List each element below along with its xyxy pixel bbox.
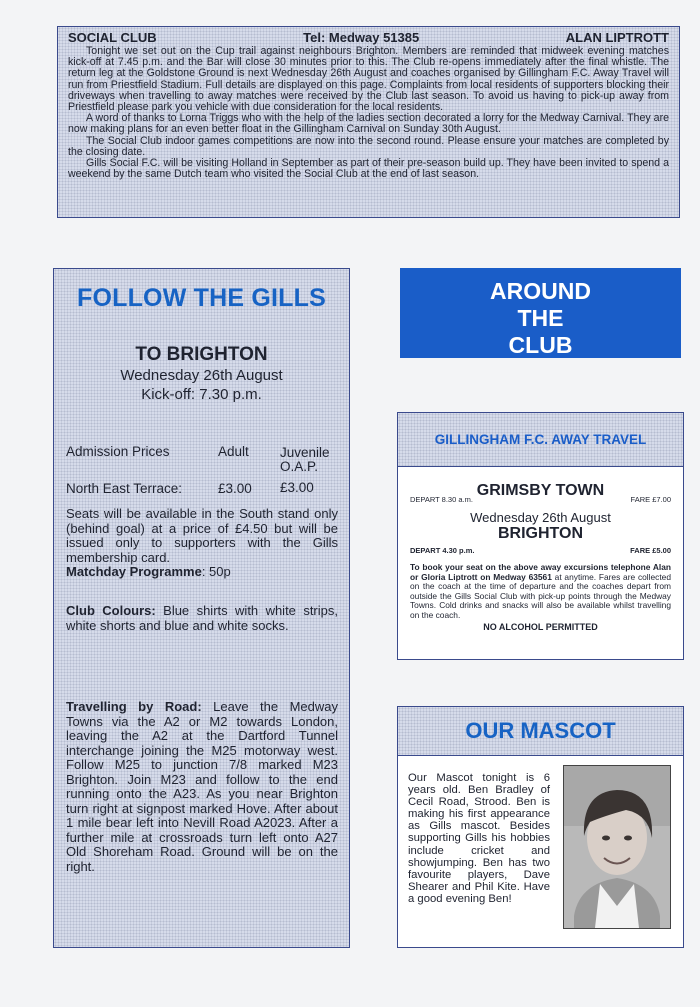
juvenile-column-header bbox=[280, 446, 330, 474]
colours-text: Blue shirts with white strips, white shorts and blue and white socks. bbox=[66, 603, 338, 633]
away-travel-header: GILLINGHAM F.C. AWAY TRAVEL bbox=[398, 413, 683, 467]
around-line-2: THE bbox=[517, 305, 564, 331]
club-colours bbox=[66, 604, 338, 633]
mascot-photo bbox=[563, 765, 671, 929]
social-club-author: ALAN LIPTROTT bbox=[565, 30, 669, 45]
no-alcohol-notice: NO ALCOHOL PERMITTED bbox=[483, 621, 598, 632]
match-date: Wednesday 26th August bbox=[120, 367, 283, 384]
around-line-1: AROUND bbox=[490, 278, 591, 304]
road-label: Travelling by Road: bbox=[66, 699, 202, 714]
brighton-date: Wednesday 26th August bbox=[470, 510, 611, 525]
social-club-paragraph: Gills Social F.C. will be visiting Holland in September as part of their pre-season build up. They have been invited to spend a weekend by the same Dutch team who visited the Social Club at the end of last season. bbox=[68, 157, 669, 181]
destination-brighton: BRIGHTON bbox=[497, 525, 584, 542]
social-club-panel bbox=[57, 26, 680, 218]
colours-label: Club Colours: bbox=[66, 603, 156, 618]
around-line-3: CLUB bbox=[508, 332, 573, 358]
mascot-header: OUR MASCOT bbox=[398, 707, 683, 756]
booking-details: at anytime. Fares are collected on the coach at the time of departure and the coaches depart from outside the Gills Social Club with pick-up points through the Medway Towns. Cold drinks and snacks will also be available whilst travelling on the coach. bbox=[410, 571, 671, 620]
follow-title: FOLLOW THE GILLS bbox=[76, 284, 326, 312]
adult-column-header: Adult bbox=[218, 444, 249, 459]
social-club-header bbox=[68, 30, 669, 46]
grimsby-fare: FARE £7.00 bbox=[630, 495, 671, 504]
follow-subtitle: TO BRIGHTON bbox=[135, 344, 268, 365]
grimsby-depart-time: DEPART 8.30 a.m. bbox=[410, 495, 473, 504]
seats-info bbox=[66, 507, 338, 580]
prices-label: Admission Prices bbox=[66, 444, 170, 459]
around-the-club-banner bbox=[400, 268, 681, 358]
brighton-fare: FARE £5.00 bbox=[630, 546, 671, 555]
away-travel-body bbox=[398, 482, 683, 632]
road-text: Leave the Medway Towns via the A2 or M2 towards London, leaving the A2 at the Dartford Tunnel interchange joining the M25 motorway west. Follow M25 to junction 7/8 marked M23 Brighton. Join M23 and follow to the end running onto the A23. As you near Brighton turn right at signpost marked Hove. After about 1 mile bear left into Nevill Road A2023. After a further mile at crossroads turn left onto A27 Old Shoreham Road. Ground will be on the right. bbox=[66, 699, 338, 874]
social-club-paragraph: The Social Club indoor games competitions are now into the second round. Please ensure your matches are completed by the closing date. bbox=[68, 134, 669, 158]
follow-the-gills-panel bbox=[53, 268, 350, 948]
oap-label: O.A.P. bbox=[280, 459, 319, 474]
mascot-description: Our Mascot tonight is 6 years old. Ben Bradley of Cecil Road, Strood. Ben is making his first appearance as Gills mascot. Besides supporting Gills his hobbies include cricket and showjumping. Ben has two favourite players, Dave Shearer and Phil Kite. Have a good evening Ben! bbox=[408, 772, 550, 905]
programme-price: : 50p bbox=[201, 564, 231, 579]
destination-grimsby: GRIMSBY TOWN bbox=[476, 482, 605, 499]
terrace-row-label: North East Terrace: bbox=[66, 481, 183, 496]
programme-label: Matchday Programme bbox=[66, 564, 202, 579]
seats-text: Seats will be available in the South stand only (behind goal) at a price of £4.50 but will be issued only to supporters with the Gills membership card. bbox=[66, 506, 338, 565]
social-club-phone: Tel: Medway 51385 bbox=[303, 30, 420, 45]
social-club-heading: SOCIAL CLUB bbox=[68, 30, 157, 45]
kickoff-time: Kick-off: 7.30 p.m. bbox=[141, 386, 262, 403]
booking-phone: To book your seat on the above away excursions telephone Alan or Gloria Liptrott on Medway 63561 bbox=[410, 562, 671, 582]
juvenile-label: Juvenile bbox=[280, 445, 330, 460]
mascot-portrait-image bbox=[564, 766, 670, 928]
brighton-departure-row bbox=[410, 546, 671, 555]
booking-info bbox=[410, 563, 671, 621]
social-club-paragraph: A word of thanks to Lorna Triggs who with the help of the ladies section decorated a lorry for the Medway Carnival. They are now making plans for an even better float in the Gillingham Carnival on Sunday 30th August. bbox=[68, 112, 669, 136]
brighton-depart-time: DEPART 4.30 p.m. bbox=[410, 546, 475, 555]
road-directions bbox=[66, 700, 338, 874]
terrace-juvenile-price: £3.00 bbox=[280, 480, 314, 495]
away-travel-panel bbox=[397, 412, 684, 660]
social-club-paragraph: Tonight we set out on the Cup trail against neighbours Brighton. Members are reminded that midweek evening matches kick-off at 7.45 p.m. and the Bar will close 30 minutes prior to this. The Club re-opens immediately after the final whistle. The return leg at the Goldstone Ground is next Wednesday 26th August and coaches organised by Gillingham F.C. Away Travel will run from Priestfield Stadium. Full details are displayed on this page. Complaints from local residents of supporters blocking their driveways when travelling to away matches were received by the Club last season. To avoid us having to pick-up away from Priestfield please park you vehicle with due consideration for the local residents. bbox=[68, 45, 669, 114]
terrace-adult-price: £3.00 bbox=[218, 481, 252, 496]
our-mascot-panel bbox=[397, 706, 684, 948]
